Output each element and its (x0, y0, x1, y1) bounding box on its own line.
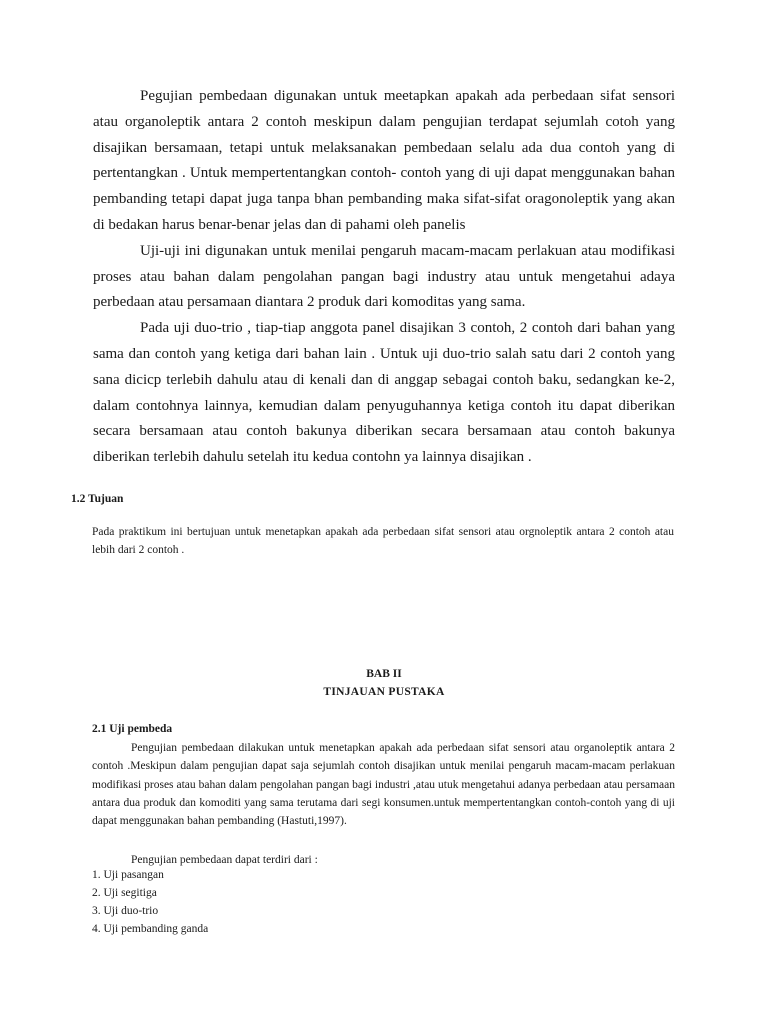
tujuan-heading: 1.2 Tujuan (71, 493, 124, 505)
chapter-title: BAB II (366, 668, 402, 680)
list-item: 1. Uji pasangan (92, 869, 164, 881)
uji-pembeda-body (92, 739, 675, 830)
uji-list (92, 866, 208, 938)
pendahuluan-body (93, 84, 675, 471)
list-item: 2. Uji segitiga (92, 887, 157, 899)
paragraph-pengujian-pembedaan: Pegujian pembedaan digunakan untuk meetapkan apakah ada perbedaan sifat sensori atau organoleptik antara 2 contoh meskipun dalam pengujian terdapat sejumlah cotoh yang disajikan bersamaan, tetapi untuk melaksanakan pembedaan selalu ada dua contoh yang di pertentangkan . Untuk mempertentangkan contoh- contoh yang di uji dapat menggunakan bahan pembanding tetapi dapat juga tanpa bhan pembanding maka sifat-sifat oragonoleptik yang akan di bedakan harus benar-benar jelas dan di pahami oleh panelis (93, 88, 675, 233)
tujuan-paragraph: Pada praktikum ini bertujuan untuk menetapkan apakah ada perbedaan sifat sensori atau orgnoleptik antara 2 contoh atau lebih dari 2 contoh . (92, 526, 674, 556)
list-intro: Pengujian pembedaan dapat terdiri dari : (131, 854, 318, 866)
chapter-subtitle: TINJAUAN PUSTAKA (323, 686, 445, 698)
list-item: 3. Uji duo-trio (92, 905, 159, 917)
paragraph-uji-duo-trio: Pada uji duo-trio , tiap-tiap anggota panel disajikan 3 contoh, 2 contoh dari bahan yang sama dan contoh yang ketiga dari bahan lain . Untuk uji duo-trio salah satu dari 2 contoh yang sana dicicp terlebih dahulu atau di kenali dan di anggap sebagai contoh baku, sedangkan ke-2, dalam contohnya lainnya, kemudian dalam penyuguhannya ketiga contoh itu dapat diberikan secara bersamaan atau contoh bakunya diberikan secara bersamaan atau contoh bakunya diberikan terlebih dahulu setelah itu kedua contohn ya lainnya disajikan . (93, 320, 675, 466)
uji-pembeda-heading: 2.1 Uji pembeda (92, 723, 173, 735)
paragraph-uji-uji: Uji-uji ini digunakan untuk menilai pengaruh macam-macam perlakuan atau modifikasi proses atau bahan dalam pengolahan pangan bagi industry atau untuk mengetahui adaya perbedaan atau persamaan diantara 2 produk dari komoditas yang sama. (93, 242, 675, 311)
list-item: 4. Uji pembanding ganda (92, 923, 209, 935)
paragraph-uji-pembeda: Pengujian pembedaan dilakukan untuk menetapkan apakah ada perbedaan sifat sensori atau organoleptik antara 2 contoh .Meskipun dalam pengujian dapat saja sejumlah contoh disajikan untuk menilai pengaruh macam-macam perlakuan modifikasi proses atau bahan dalam pengolahan pangan bagi industri ,atau utuk mengetahui adanya perbedaan atau persamaan antara dua produk dan komoditi yang sama terutama dari segi konsumen.untuk mempertentangkan contoh-contoh yang di uji dapat menggunakan bahan pembanding (Hastuti,1997). (92, 742, 675, 828)
